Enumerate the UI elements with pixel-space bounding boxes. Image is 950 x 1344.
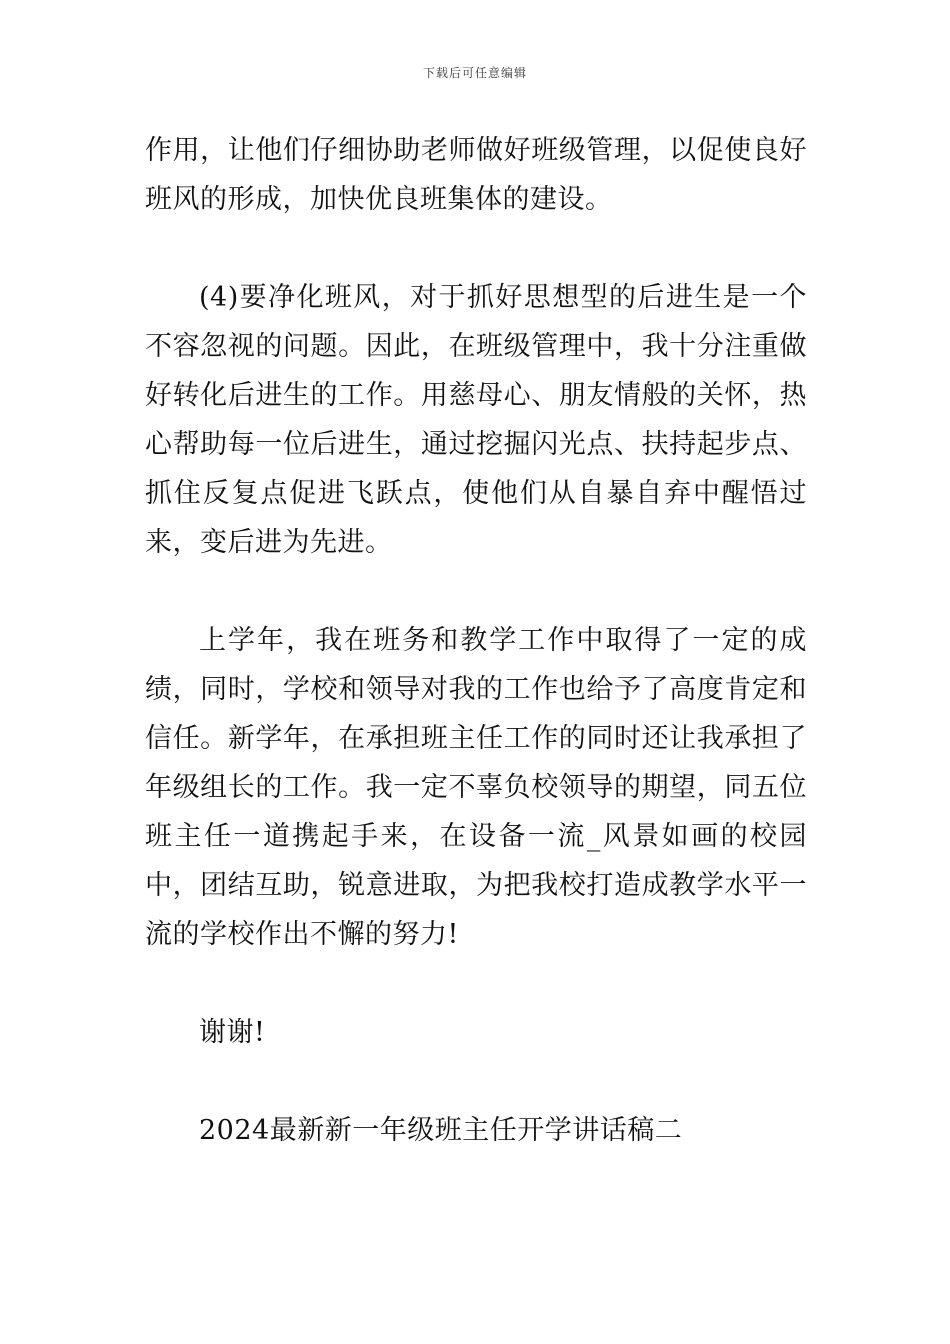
document-body bbox=[145, 126, 807, 1204]
paragraph-class-style: (4)要净化班风，对于抓好思想型的后进生是一个不容忽视的问题。因此，在班级管理中，我十分注重做好转化后进生的工作。用慈母心、朋友情般的关怀，热心帮助每一位后进生，通过挖掘闪光点、扶持起步点、抓住反复点促进飞跃点，使他们从自暴自弃中醒悟过来，变后进为先进。 bbox=[145, 282, 807, 558]
paragraph-achievements: 上学年，我在班务和教学工作中取得了一定的成绩，同时，学校和领导对我的工作也给予了高度肯定和信任。新学年，在承担班主任工作的同时还让我承担了年级组长的工作。我一定不辜负校领导的期望，同五位班主任一道携起手来，在设备一流_风景如画的校园中，团结互助，锐意进取，为把我校打造成教学水平一流的学校作出不懈的努力! bbox=[145, 625, 807, 950]
page-header: 下载后可任意编辑 bbox=[422, 66, 527, 80]
paragraph-thanks: 谢谢! bbox=[199, 1017, 266, 1048]
section-title: 2024最新新一年级班主任开学讲话稿二 bbox=[199, 1115, 683, 1146]
paragraph-continuation: 作用，让他们仔细协助老师做好班级管理，以促使良好班风的形成，加快优良班集体的建设。 bbox=[145, 135, 807, 215]
